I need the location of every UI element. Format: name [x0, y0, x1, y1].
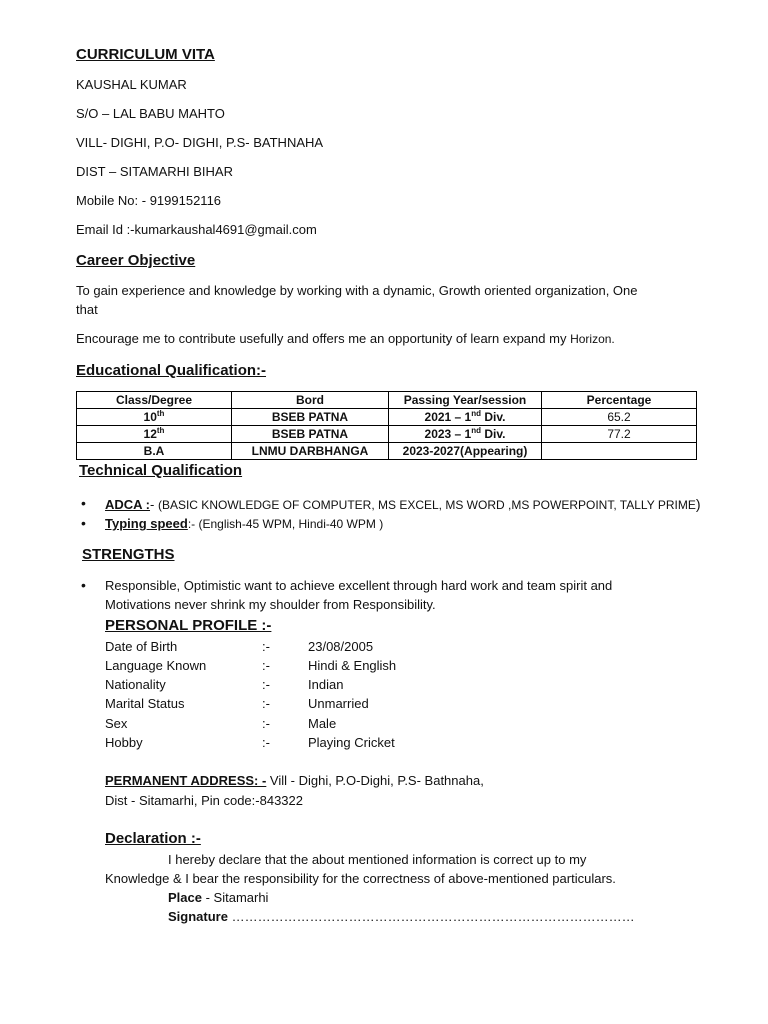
profile-value: 23/08/2005	[308, 639, 374, 654]
profile-value: Unmarried	[308, 696, 369, 711]
board-cell: BSEB PATNA	[232, 426, 389, 443]
education-header-row	[77, 392, 697, 409]
permanent-address-label: PERMANENT ADDRESS: -	[105, 773, 267, 788]
father-name: S/O – LAL BABU MAHTO	[76, 106, 225, 121]
profile-colon: :-	[262, 735, 270, 750]
village-address: VILL- DIGHI, P.O- DIGHI, P.S- BATHNAHA	[76, 135, 324, 150]
profile-value: Hindi & English	[308, 658, 397, 673]
column-header: Bord	[232, 392, 389, 409]
profile-label: Hobby	[105, 735, 143, 750]
cv-title: CURRICULUM VITA	[76, 46, 215, 63]
board-cell: LNMU DARBHANGA	[232, 443, 389, 460]
adca-label: ADCA :	[105, 497, 151, 512]
table-row	[77, 426, 697, 443]
permanent-address-line1	[105, 773, 484, 788]
signature-dots: …………………………………………………………………………………	[227, 909, 635, 924]
profile-label: Date of Birth	[105, 639, 178, 654]
profile-colon: :-	[262, 696, 270, 711]
career-objective-line3	[76, 331, 615, 346]
declaration-line1: I hereby declare that the about mentioned information is correct up to my	[168, 852, 587, 867]
mobile-number: Mobile No: - 9199152116	[76, 193, 222, 208]
adca-separator: -	[150, 497, 158, 512]
career-objective-heading: Career Objective	[76, 252, 196, 269]
address-line1-text: Vill - Dighi, P.O-Dighi, P.S- Bathnaha,	[266, 773, 484, 788]
profile-colon: :-	[262, 639, 270, 654]
table-row	[77, 409, 697, 426]
typing-label: Typing speed	[105, 516, 188, 531]
profile-label: Nationality	[105, 677, 166, 692]
adca-line	[105, 496, 701, 512]
profile-label: Sex	[105, 716, 128, 731]
typing-line	[105, 516, 383, 531]
class-cell: 10th	[77, 409, 232, 426]
class-cell: 12th	[77, 426, 232, 443]
percentage-cell	[542, 443, 697, 460]
profile-label: Marital Status	[105, 696, 185, 711]
personal-profile-heading: PERSONAL PROFILE :-	[105, 617, 272, 634]
career-objective-line1: To gain experience and knowledge by working with a dynamic, Growth oriented organization, One	[76, 283, 638, 298]
year-cell: 2023 – 1nd Div.	[389, 426, 542, 443]
adca-text: (BASIC KNOWLEDGE OF COMPUTER, MS EXCEL, MS WORD ,MS POWERPOINT, TALLY PRIME	[157, 498, 696, 512]
technical-heading: Technical Qualification	[79, 462, 243, 479]
career-objective-line2: that	[76, 302, 98, 317]
signature-line	[168, 909, 635, 924]
profile-value: Indian	[308, 677, 344, 692]
declaration-line2: Knowledge & I bear the responsibility for the correctness of above-mentioned particulars.	[105, 871, 616, 886]
strengths-line1: Responsible, Optimistic want to achieve excellent through hard work and team spirit and	[105, 578, 613, 593]
district-address: DIST – SITAMARHI BIHAR	[76, 164, 233, 179]
place-line	[168, 890, 268, 905]
adca-close: )	[695, 496, 701, 512]
education-table	[76, 391, 697, 460]
bullet-icon: •	[81, 495, 86, 511]
column-header: Percentage	[542, 392, 697, 409]
permanent-address-line2: Dist - Sitamarhi, Pin code:-843322	[105, 793, 303, 808]
career-line3-end: Horizon.	[570, 332, 615, 346]
signature-label: Signature	[168, 909, 228, 924]
bullet-icon: •	[81, 577, 86, 593]
class-cell: B.A	[77, 443, 232, 460]
percentage-cell: 65.2	[542, 409, 697, 426]
profile-colon: :-	[262, 677, 270, 692]
email-id: Email Id :-kumarkaushal4691@gmail.com	[76, 222, 317, 237]
candidate-name: KAUSHAL KUMAR	[76, 77, 187, 92]
profile-colon: :-	[262, 658, 270, 673]
profile-value: Playing Cricket	[308, 735, 395, 750]
year-cell: 2023-2027(Appearing)	[389, 443, 542, 460]
typing-text: :- (English-45 WPM, Hindi-40 WPM )	[187, 517, 384, 531]
year-cell: 2021 – 1nd Div.	[389, 409, 542, 426]
strengths-heading: STRENGTHS	[82, 546, 175, 563]
profile-value: Male	[308, 716, 337, 731]
profile-label: Language Known	[105, 658, 207, 673]
column-header: Class/Degree	[77, 392, 232, 409]
profile-colon: :-	[262, 716, 270, 731]
place-label: Place	[168, 890, 202, 905]
bullet-icon: •	[81, 515, 86, 531]
table-row	[77, 443, 697, 460]
place-value: - Sitamarhi	[201, 890, 269, 905]
column-header: Passing Year/session	[389, 392, 542, 409]
education-heading: Educational Qualification:-	[76, 362, 267, 379]
board-cell: BSEB PATNA	[232, 409, 389, 426]
strengths-line2: Motivations never shrink my shoulder from Responsibility.	[105, 597, 436, 612]
declaration-heading: Declaration :-	[105, 830, 201, 847]
career-line3-text: Encourage me to contribute usefully and offers me an opportunity of learn expand my	[76, 331, 571, 346]
percentage-cell: 77.2	[542, 426, 697, 443]
